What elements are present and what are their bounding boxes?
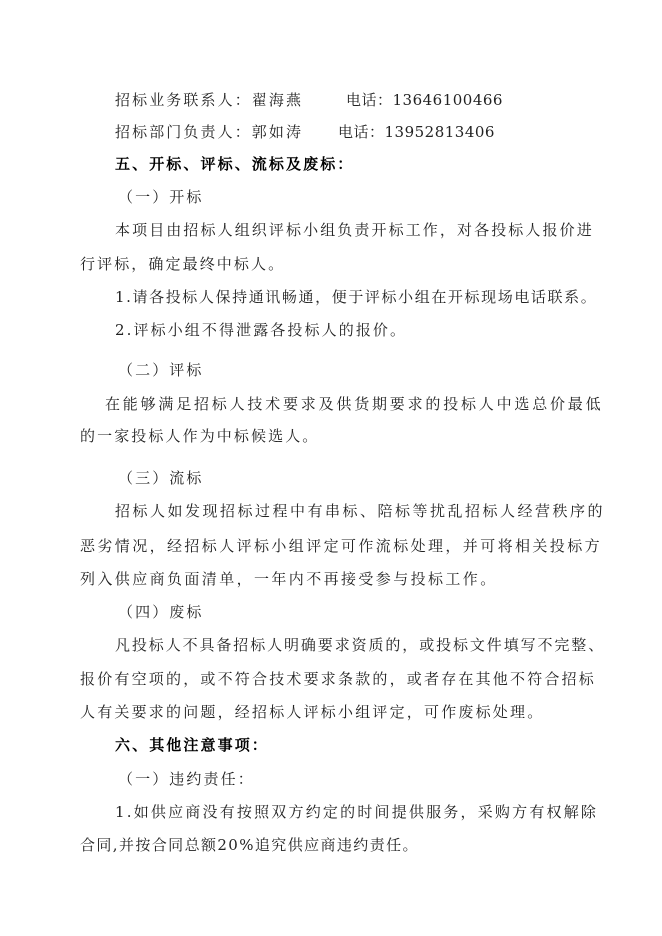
opening-item: 2.评标小组不得泄露各投标人的报价。 — [115, 321, 408, 339]
failed-text-line: 招标人如发现招标过程中有串标、陪标等扰乱招标人经营秩序的 — [115, 502, 606, 520]
dept-phone: 电话：13952813406 — [338, 123, 495, 141]
evaluation-title: （二）评标 — [118, 361, 204, 379]
invalid-text-line: 报价有空项的，或不符合技术要求条款的，或者存在其他不符合招标 — [80, 670, 597, 688]
invalid-text-line: 人有关要求的问题，经招标人评标小组评定，可作废标处理。 — [80, 703, 545, 721]
failed-text-line: 列入供应商负面清单，一年内不再接受参与投标工作。 — [80, 570, 498, 588]
section-6-heading: 六、其他注意事项： — [115, 736, 269, 754]
breach-text-line: 合同,并按合同总额20%追究供应商违约责任。 — [80, 836, 419, 854]
breach-title: （一）违约责任： — [118, 770, 255, 788]
business-phone: 电话：13646100466 — [346, 91, 503, 109]
failed-text-line: 恶劣情况，经招标人评标小组评定可作流标处理，并可将相关投标方 — [80, 537, 603, 555]
section-5-heading: 五、开标、评标、流标及废标： — [115, 155, 355, 173]
breach-text-line: 1.如供应商没有按照双方约定的时间提供服务，采购方有权解除 — [115, 803, 599, 821]
evaluation-text-line: 在能够满足招标人技术要求及供货期要求的投标人中选总价最低 — [105, 395, 604, 413]
dept-contact: 招标部门负责人：郭如涛 — [115, 123, 304, 141]
failed-title: （三）流标 — [118, 469, 204, 487]
invalid-text-line: 凡投标人不具备招标人明确要求资质的，或投标文件填写不完整、 — [115, 636, 606, 654]
invalid-title: （四）废标 — [118, 603, 204, 621]
opening-text-line: 行评标，确定最终中标人。 — [80, 255, 286, 273]
evaluation-text-line: 的一家投标人作为中标候选人。 — [80, 427, 320, 445]
opening-title: （一）开标 — [118, 188, 204, 206]
business-contact: 招标业务联系人：翟海燕 — [115, 91, 304, 109]
opening-item: 1.请各投标人保持通讯畅通，便于评标小组在开标现场电话联系。 — [115, 288, 598, 306]
opening-text-line: 本项目由招标人组织评标小组负责开标工作，对各投标人报价进 — [115, 221, 594, 239]
